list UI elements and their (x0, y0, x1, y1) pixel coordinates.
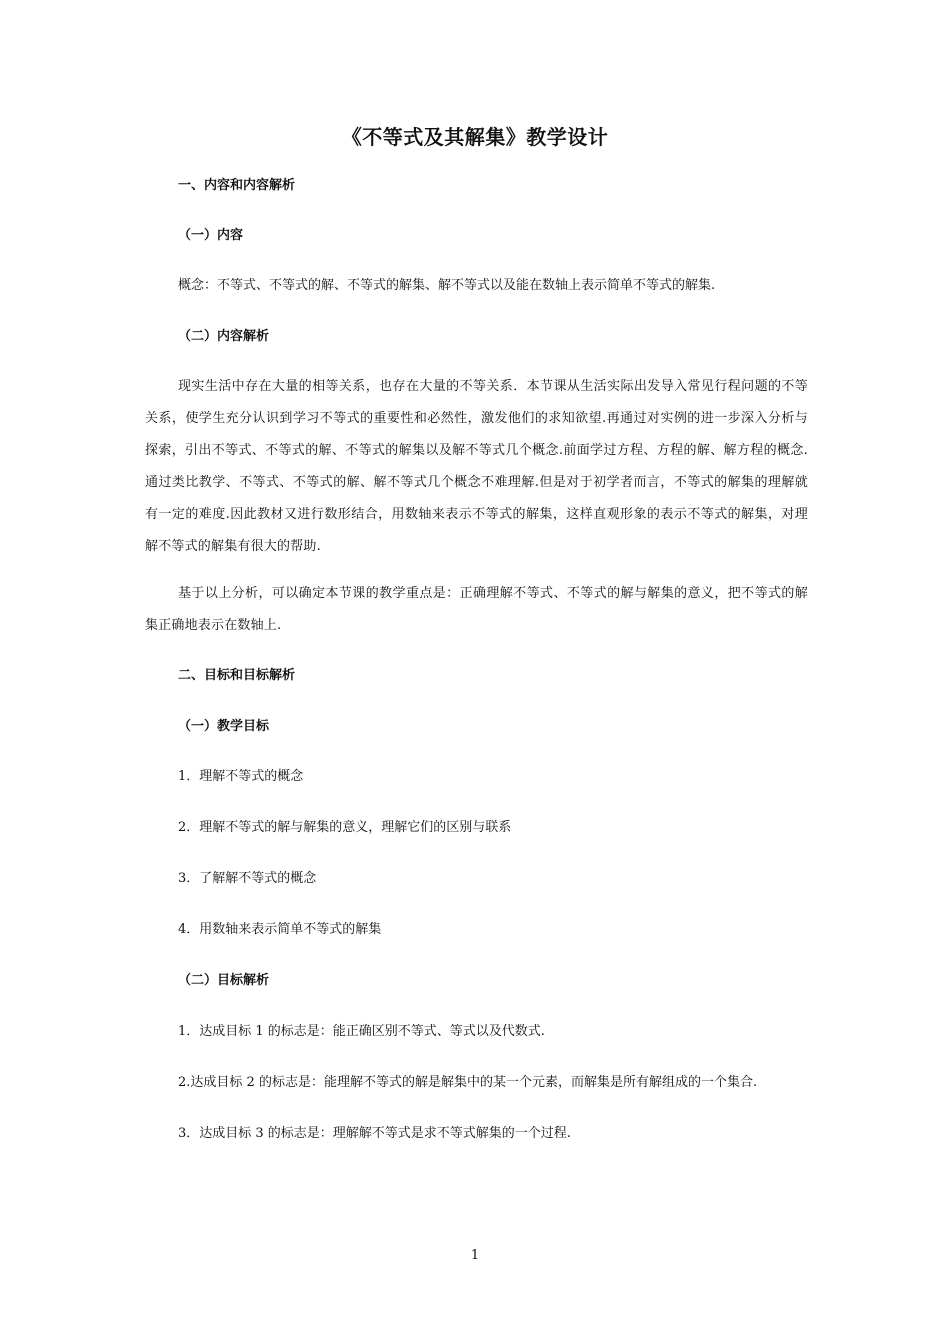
analysis-item-1: 1．达成目标 1 的标志是：能正确区别不等式、等式以及代数式. (178, 1024, 545, 1039)
page-number: 1 (470, 1248, 480, 1263)
goal-item-4: 4．用数轴来表示简单不等式的解集 (178, 922, 382, 937)
goal-item-2: 2．理解不等式的解与解集的意义，理解它们的区别与联系 (178, 820, 512, 835)
section2-sub1-heading: （一）教学目标 (178, 719, 270, 734)
goal-item-1: 1．理解不等式的概念 (178, 769, 304, 784)
goal-item-3: 3．了解解不等式的概念 (178, 871, 317, 886)
section2-heading: 二、目标和目标解析 (178, 668, 296, 683)
document-title: 《不等式及其解集》教学设计 (341, 125, 609, 149)
section1-sub1-heading: （一）内容 (178, 228, 244, 243)
analysis-item-2: 2.达成目标 2 的标志是：能理解不等式的解是解集中的某一个元素，而解集是所有解组成的一个集合. (178, 1075, 758, 1090)
section1-sub2-heading: （二）内容解析 (178, 329, 270, 344)
section2-sub2-heading: （二）目标解析 (178, 973, 270, 988)
section1-sub1-text: 概念：不等式、不等式的解、不等式的解集、解不等式以及能在数轴上表示简单不等式的解集. (178, 278, 716, 293)
analysis-item-3: 3．达成目标 3 的标志是：理解解不等式是求不等式解集的一个过程. (178, 1126, 571, 1141)
section1-sub2-paragraph-1: 现实生活中存在大量的相等关系，也存在大量的不等关系．本节课从生活实际出发导入常见行程问题的不等关系，使学生充分认识到学习不等式的重要性和必然性，激发他们的求知欲望.再通过对实例的进一步深入分析与探索，引出不等式、不等式的解、不等式的解集以及解不等式几个概念.前面学过方程、方程的解、解方程的概念.通过类比教学、不等式、不等式的解、解不等式几个概念不难理解.但是对于初学者而言，不等式的解集的理解就有一定的难度.因此教材又进行数形结合，用数轴来表示不等式的解集，这样直观形象的表示不等式的解集，对理解不等式的解集有很大的帮助. (145, 379, 808, 554)
section1-heading: 一、内容和内容解析 (178, 178, 296, 193)
section1-sub2-paragraph-2: 基于以上分析，可以确定本节课的教学重点是：正确理解不等式、不等式的解与解集的意义，把不等式的解集正确地表示在数轴上. (145, 586, 808, 633)
